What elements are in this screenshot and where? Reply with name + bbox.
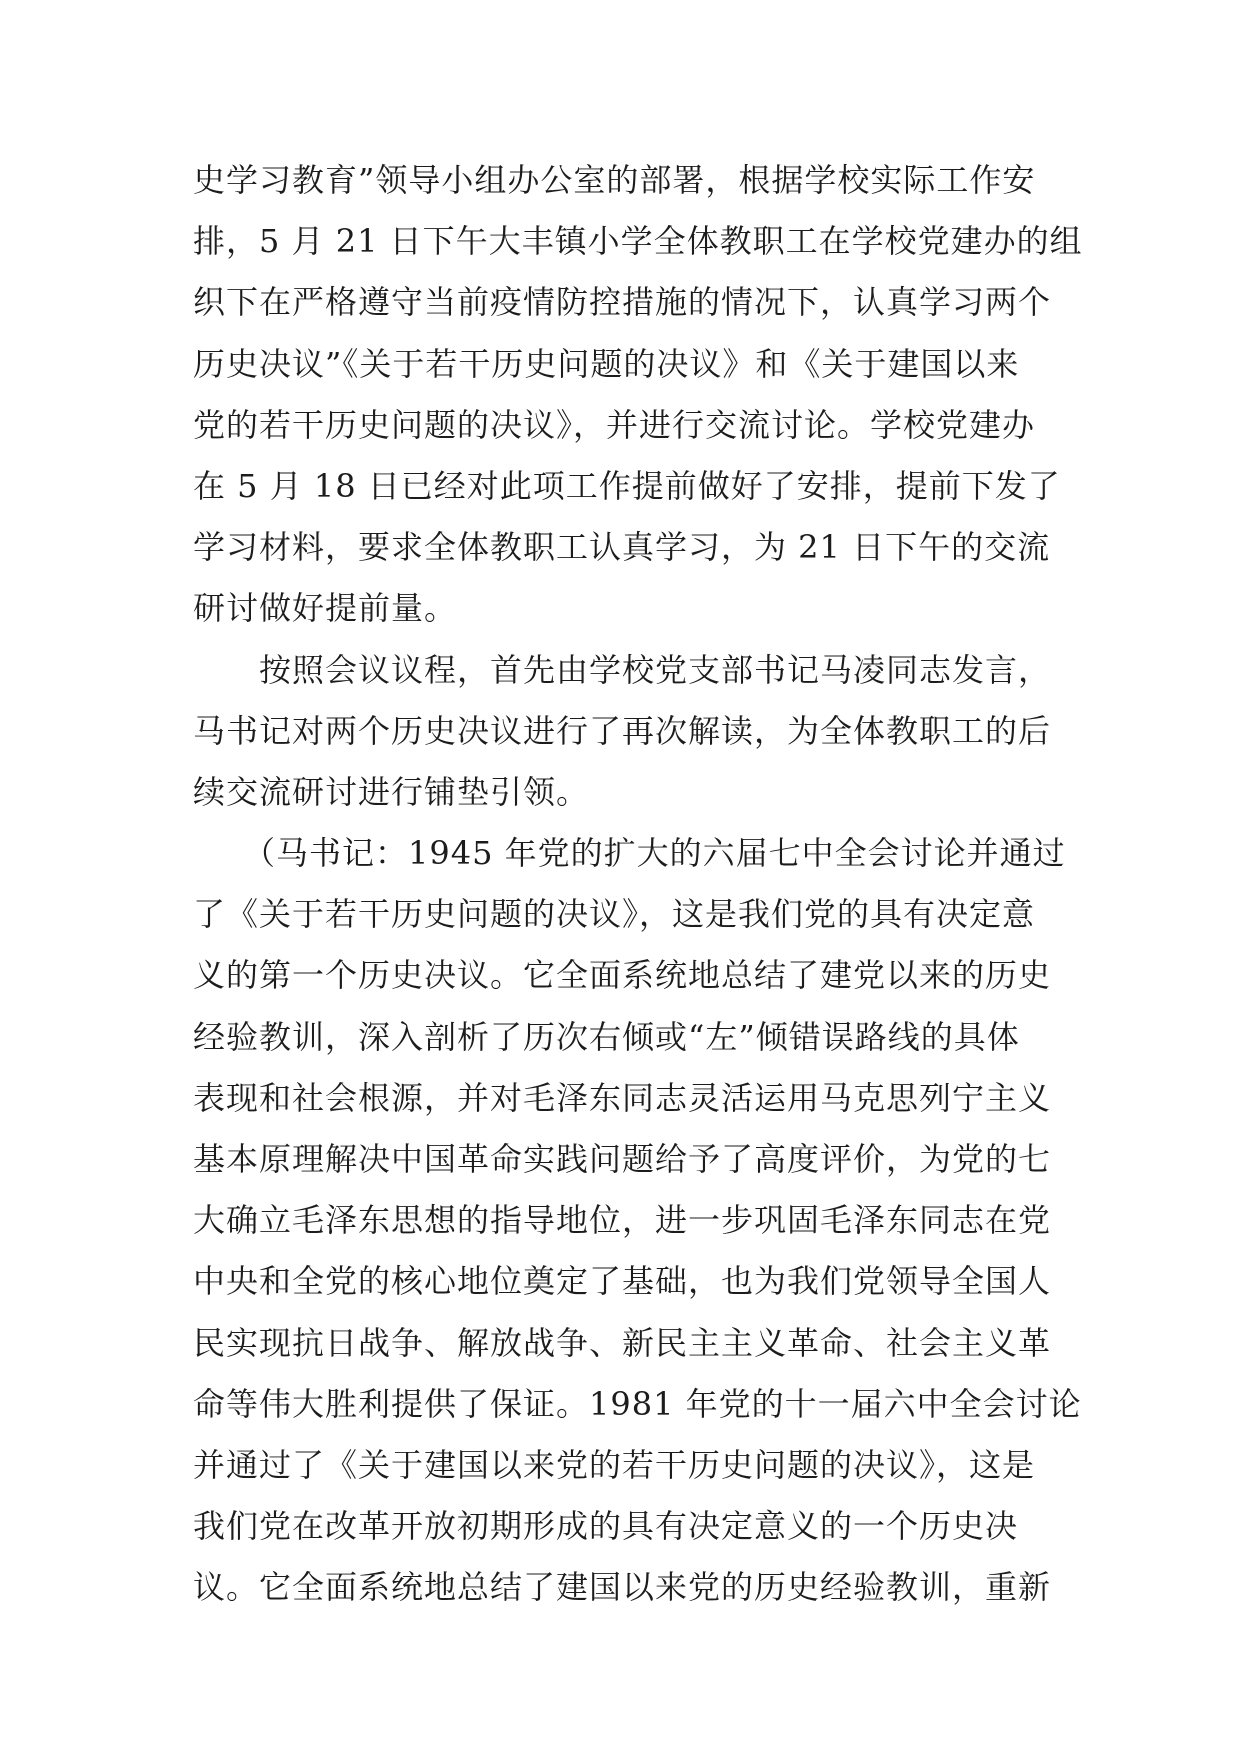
text-line: 党的若干历史问题的决议》，并进行交流讨论。学校党建办 [193, 405, 1036, 444]
text-line: （马书记：1945 年党的扩大的六届七中全会讨论并通过 [193, 834, 1066, 873]
text-line: 马书记对两个历史决议进行了再次解读，为全体教职工的后 [193, 711, 1052, 750]
text-line: 我们党在改革开放初期形成的具有决定意义的一个历史决 [193, 1507, 1019, 1546]
text-line: 基本原理解决中国革命实践问题给予了高度评价，为党的七 [193, 1140, 1052, 1178]
text-line: 历史决议”《关于若干历史问题的决议》和《关于建国以来 [193, 344, 1020, 383]
text-line: 按照会议议程，首先由学校党支部书记马凌同志发言， [193, 650, 1052, 689]
text-line: 中央和全党的核心地位奠定了基础，也为我们党领导全国人 [193, 1262, 1052, 1301]
text-line: 续交流研讨进行铺垫引领。 [193, 772, 590, 811]
text-line: 在 5 月 18 日已经对此项工作提前做好了安排，提前下发了 [193, 466, 1061, 505]
text-line: 学习材料，要求全体教职工认真学习，为 21 日下午的交流 [193, 528, 1051, 567]
text-line: 义的第一个历史决议。它全面系统地总结了建党以来的历史 [193, 956, 1052, 995]
text-line: 议。它全面系统地总结了建国以来党的历史经验教训，重新 [193, 1568, 1052, 1607]
text-line: 织下在严格遵守当前疫情防控措施的情况下，认真学习两个 [193, 283, 1052, 322]
text-line: 了《关于若干历史问题的决议》，这是我们党的具有决定意 [193, 895, 1036, 934]
body-text [193, 150, 1083, 1619]
text-line: 经验教训，深入剖析了历次右倾或“左”倾错误路线的具体 [193, 1017, 1020, 1056]
text-line: 表现和社会根源，并对毛泽东同志灵活运用马克思列宁主义 [193, 1078, 1052, 1117]
text-line: 排，5 月 21 日下午大丰镇小学全体教职工在学校党建办的组 [193, 222, 1083, 261]
text-line: 史学习教育”领导小组办公室的部署，根据学校实际工作安 [193, 161, 1036, 199]
text-line: 命等伟大胜利提供了保证。1981 年党的十一届六中全会讨论 [193, 1384, 1082, 1423]
text-line: 并通过了《关于建国以来党的若干历史问题的决议》，这是 [193, 1445, 1036, 1484]
text-line: 大确立毛泽东思想的指导地位，进一步巩固毛泽东同志在党 [193, 1201, 1052, 1240]
text-line: 研讨做好提前量。 [193, 589, 458, 628]
text-line: 民实现抗日战争、解放战争、新民主主义革命、社会主义革 [193, 1323, 1052, 1362]
